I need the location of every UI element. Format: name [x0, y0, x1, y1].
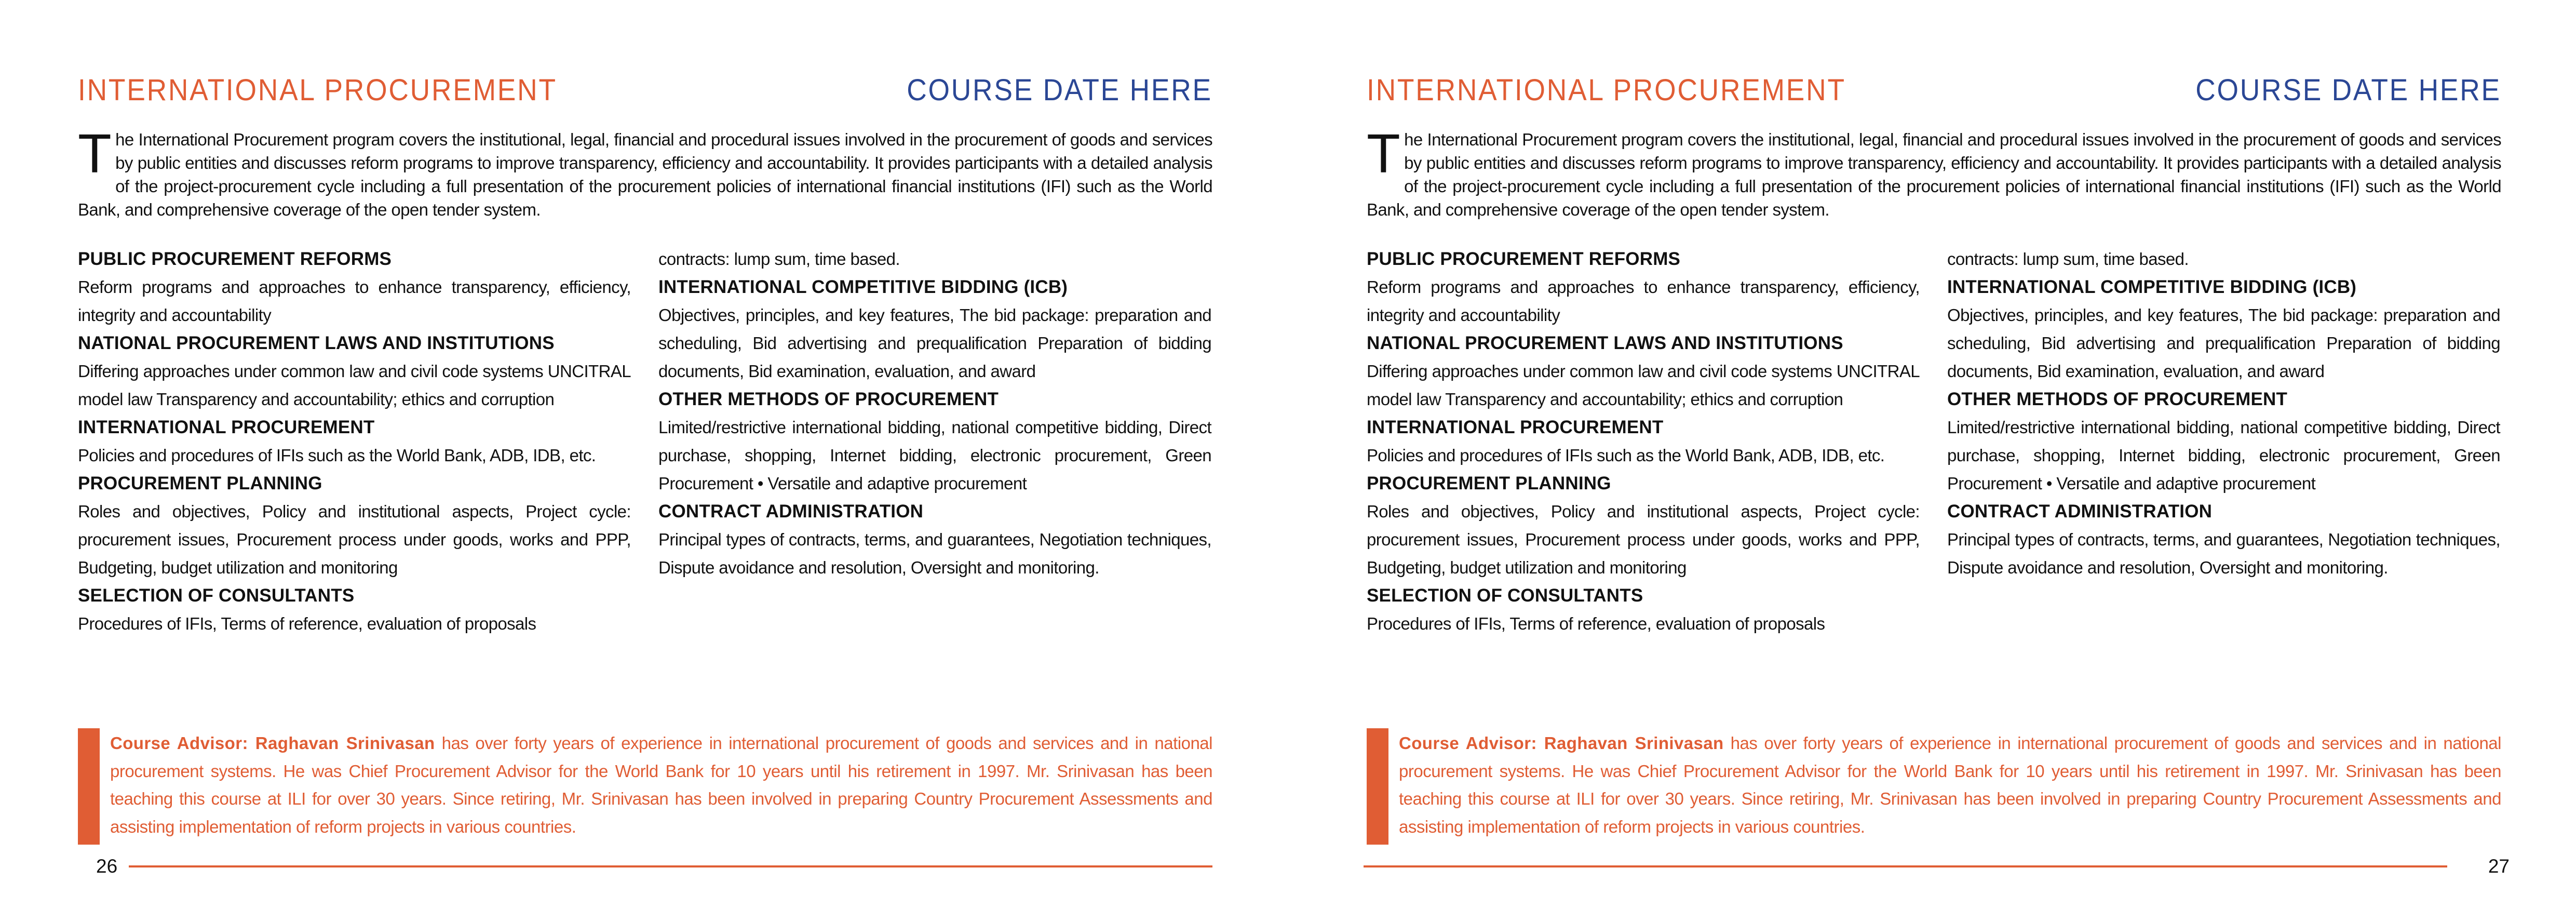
advisor-bio: [1399, 729, 2501, 840]
course-title: INTERNATIONAL PROCUREMENT: [1367, 73, 1846, 107]
curriculum-columns: [1367, 245, 2501, 702]
accent-bar: [78, 728, 100, 845]
section-heading: SELECTION OF CONSULTANTS: [78, 585, 355, 606]
drop-cap: T: [78, 123, 112, 184]
course-advisor-box: [1367, 728, 2501, 845]
section-heading: OTHER METHODS OF PROCUREMENT: [1947, 389, 2288, 409]
section-heading: INTERNATIONAL PROCUREMENT: [78, 417, 375, 437]
advisor-text: has over forty years of experience in international procurement of goods and services and in national procurement systems. He was Chief Procurement Advisor for the World Bank for 10 years until his retirement in 1997. Mr. Srinivasan has been teaching this course at ILI for over 30 years. Since retiring, Mr. Srinivasan has been involved in preparing Country Procurement Assessments and assisting implementation of reform projects in various countries.: [1399, 733, 2501, 836]
intro-paragraph: [1367, 123, 2501, 221]
page-footer: [78, 854, 1212, 878]
advisor-text: has over forty years of experience in international procurement of goods and services and in national procurement systems. He was Chief Procurement Advisor for the World Bank for 10 years until his retirement in 1997. Mr. Srinivasan has been teaching this course at ILI for over 30 years. Since retiring, Mr. Srinivasan has been involved in preparing Country Procurement Assessments and assisting implementation of reform projects in various countries.: [110, 733, 1212, 836]
page-number: 26: [96, 856, 118, 877]
course-date: COURSE DATE HERE: [907, 73, 1212, 107]
section-body: Procedures of IFIs, Terms of reference, evaluation of proposals: [1367, 614, 1825, 633]
section-heading: PROCUREMENT PLANNING: [1367, 473, 1611, 493]
page-footer: [1367, 854, 2510, 878]
section-heading: CONTRACT ADMINISTRATION: [1947, 501, 2213, 522]
intro-text: he International Procurement program covers the institutional, legal, financial and procedural issues involved in the procurement of goods and services by public entities and discusses reform programs to improve transparency, efficiency and accountability. It provides participants with a detailed analysis of the project-procurement cycle including a full presentation of the procurement policies of international financial institutions (IFI) such as the World Bank, and comprehensive coverage of the open tender system.: [1367, 130, 2501, 219]
section-heading: NATIONAL PROCUREMENT LAWS AND INSTITUTIONS: [78, 333, 555, 353]
section-heading: INTERNATIONAL COMPETITIVE BIDDING (ICB): [1947, 277, 2357, 297]
section-body: Objectives, principles, and key features, The bid package: preparation and scheduling, Bid advertising and prequalification Preparation of bidding documents, Bid examination, evaluation, and award: [658, 305, 1211, 381]
section-heading: SELECTION OF CONSULTANTS: [1367, 585, 1643, 606]
column-2: [658, 245, 1211, 582]
section-heading: CONTRACT ADMINISTRATION: [658, 501, 924, 522]
course-title: INTERNATIONAL PROCUREMENT: [78, 73, 557, 107]
section-body: Principal types of contracts, terms, and guarantees, Negotiation techniques, Dispute avoidance and resolution, Oversight and monitoring.: [658, 530, 1211, 577]
section-heading: NATIONAL PROCUREMENT LAWS AND INSTITUTIONS: [1367, 333, 1843, 353]
section-heading: INTERNATIONAL COMPETITIVE BIDDING (ICB): [658, 277, 1068, 297]
footer-rule: [1364, 865, 2447, 867]
section-body: Policies and procedures of IFIs such as the World Bank, ADB, IDB, etc.: [78, 446, 596, 465]
section-body: Principal types of contracts, terms, and guarantees, Negotiation techniques, Dispute avoidance and resolution, Oversight and monitoring.: [1947, 530, 2500, 577]
column-1: [78, 245, 631, 638]
section-body: Limited/restrictive international bidding, national competitive bidding, Direct purchase, shopping, Internet bidding, electronic procurement, Green Procurement • Versatile and adaptive procurement: [658, 418, 1211, 493]
section-body: Roles and objectives, Policy and institutional aspects, Project cycle: procurement issues, Procurement process under goods, works and PPP, Budgeting, budget utilization and monitoring: [1367, 502, 1920, 577]
column-2: [1947, 245, 2500, 582]
accent-bar: [1367, 728, 1388, 845]
page-number: 27: [2488, 856, 2510, 877]
section-heading: INTERNATIONAL PROCUREMENT: [1367, 417, 1664, 437]
advisor-bio: [110, 729, 1212, 840]
section-body-continuation: contracts: lump sum, time based.: [1947, 249, 2189, 269]
section-body: Objectives, principles, and key features, The bid package: preparation and scheduling, Bid advertising and prequalification Preparation of bidding documents, Bid examination, evaluation, and award: [1947, 305, 2500, 381]
section-body: Policies and procedures of IFIs such as the World Bank, ADB, IDB, etc.: [1367, 446, 1885, 465]
section-heading: OTHER METHODS OF PROCUREMENT: [658, 389, 999, 409]
curriculum-columns: [78, 245, 1212, 702]
advisor-label: Course Advisor: Raghavan Srinivasan: [1399, 733, 1724, 753]
section-body: Limited/restrictive international bidding, national competitive bidding, Direct purchase, shopping, Internet bidding, electronic procurement, Green Procurement • Versatile and adaptive procurement: [1947, 418, 2500, 493]
section-body: Reform programs and approaches to enhance transparency, efficiency, integrity and accountability: [78, 277, 631, 325]
section-body: Procedures of IFIs, Terms of reference, evaluation of proposals: [78, 614, 536, 633]
section-body-continuation: contracts: lump sum, time based.: [658, 249, 900, 269]
column-1: [1367, 245, 1920, 638]
section-heading: PUBLIC PROCUREMENT REFORMS: [1367, 249, 1681, 269]
section-heading: PUBLIC PROCUREMENT REFORMS: [78, 249, 392, 269]
section-heading: PROCUREMENT PLANNING: [78, 473, 322, 493]
advisor-label: Course Advisor: Raghavan Srinivasan: [110, 733, 435, 753]
intro-text: he International Procurement program covers the institutional, legal, financial and procedural issues involved in the procurement of goods and services by public entities and discusses reform programs to improve transparency, efficiency and accountability. It provides participants with a detailed analysis of the project-procurement cycle including a full presentation of the procurement policies of international financial institutions (IFI) such as the World Bank, and comprehensive coverage of the open tender system.: [78, 130, 1212, 219]
course-advisor-box: [78, 728, 1212, 845]
drop-cap: T: [1367, 123, 1400, 184]
intro-paragraph: [78, 123, 1212, 221]
section-body: Reform programs and approaches to enhance transparency, efficiency, integrity and accountability: [1367, 277, 1920, 325]
page-right: [1288, 0, 2576, 908]
course-date: COURSE DATE HERE: [2195, 73, 2501, 107]
section-body: Roles and objectives, Policy and institutional aspects, Project cycle: procurement issues, Procurement process under goods, works and PPP, Budgeting, budget utilization and monitoring: [78, 502, 631, 577]
footer-rule: [129, 865, 1212, 867]
section-body: Differing approaches under common law and civil code systems UNCITRAL model law Transparency and accountability; ethics and corruption: [1367, 362, 1920, 409]
section-body: Differing approaches under common law and civil code systems UNCITRAL model law Transparency and accountability; ethics and corruption: [78, 362, 631, 409]
